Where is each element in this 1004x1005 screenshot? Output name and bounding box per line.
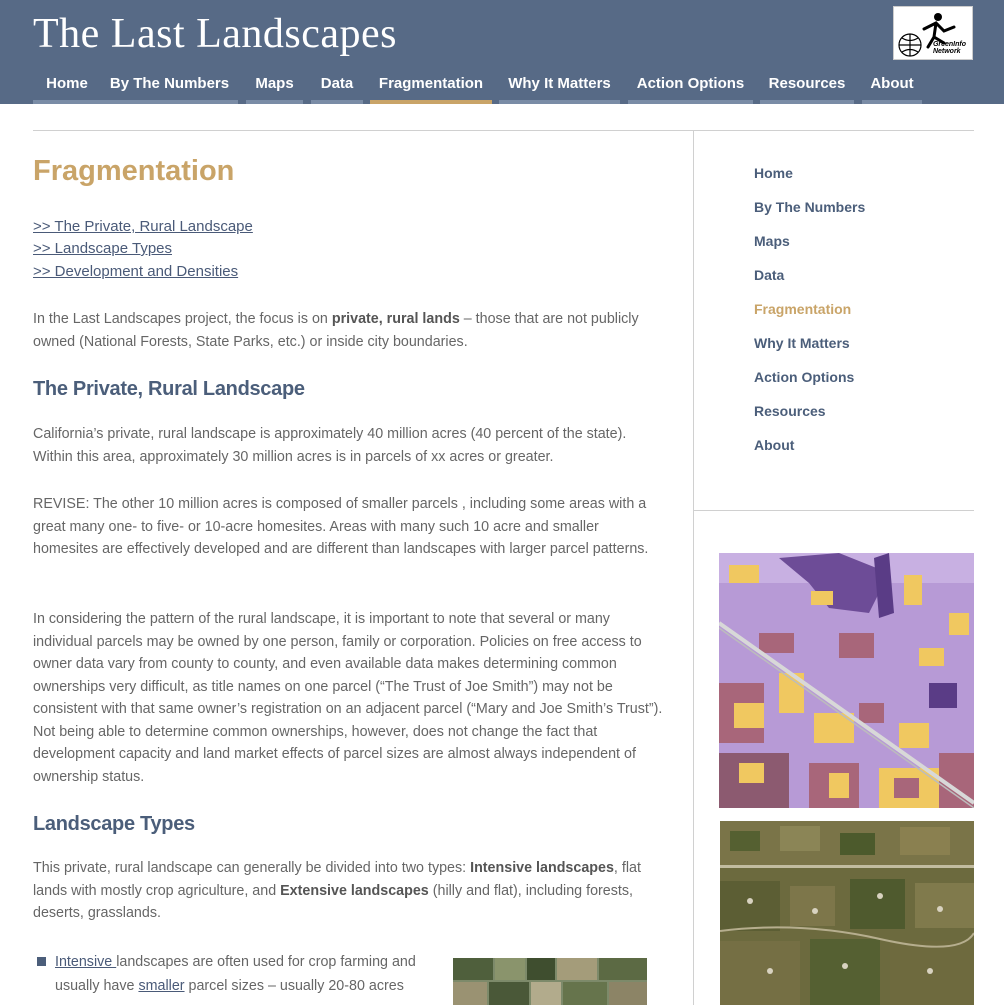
- nav-action-options[interactable]: Action Options: [628, 68, 753, 104]
- sidebar-divider: [693, 130, 694, 1005]
- aerial-photo-image[interactable]: [720, 821, 974, 1005]
- logo-text: GreenInfo Network: [932, 41, 966, 55]
- sidebar-item-about[interactable]: About: [754, 437, 795, 453]
- sidebar-item-fragmentation[interactable]: Fragmentation: [754, 301, 852, 317]
- greeninfo-logo[interactable]: [893, 6, 973, 60]
- sidebar-item-action-options[interactable]: Action Options: [754, 369, 855, 385]
- paragraph: California’s private, rural landscape is approximately 40 million acres (40 percent of the state). Within this area, approximately 30 million acres is in parcels of xx acres or greater.: [33, 426, 627, 465]
- nav-home[interactable]: Home: [33, 68, 101, 104]
- nav-data[interactable]: Data: [311, 68, 363, 104]
- nav-resources[interactable]: Resources: [760, 68, 854, 104]
- toc-link-private-rural[interactable]: >> The Private, Rural Landscape: [33, 218, 253, 235]
- site-header: [0, 0, 1004, 104]
- nav-about[interactable]: About: [862, 68, 922, 104]
- page-title: Fragmentation: [33, 155, 235, 187]
- toc-link-development[interactable]: >> Development and Densities: [33, 263, 239, 280]
- farmland-aerial-image[interactable]: [453, 958, 647, 1005]
- paragraph: This private, rural landscape can generally be divided into two types: Intensive landscapes, flat lands with mostly crop agriculture, and Extensive landscapes (hilly and flat), including forests, deserts, grasslands.: [33, 860, 641, 921]
- sidebar-item-by-the-numbers[interactable]: By The Numbers: [754, 199, 866, 215]
- sidebar-item-data[interactable]: Data: [754, 267, 785, 283]
- paragraph: REVISE: The other 10 million acres is composed of smaller parcels , including some areas with a great many one- to five- or 10-acre homesites. Areas with many such 10 acre and smaller homesites are effectively developed and are different than landscapes with larger parcel patterns.: [33, 496, 649, 557]
- parcel-map-image[interactable]: [719, 553, 974, 808]
- sidebar-item-home[interactable]: Home: [754, 165, 793, 181]
- nav-why-it-matters[interactable]: Why It Matters: [499, 68, 620, 104]
- nav-fragmentation[interactable]: Fragmentation: [370, 68, 492, 104]
- site-title[interactable]: The Last Landscapes: [33, 11, 398, 57]
- sidebar-item-resources[interactable]: Resources: [754, 403, 826, 419]
- toc-link-landscape-types[interactable]: >> Landscape Types: [33, 240, 172, 257]
- nav-maps[interactable]: Maps: [246, 68, 303, 104]
- paragraph: In considering the pattern of the rural landscape, it is important to note that several or many individual parcels may be owned by one person, family or corporation. Policies on free access to owner data vary from county to county, and even available data makes determining common ownerships very difficult, as title names on one parcel (“The Trust of Joe Smith”) may not be consistent with that same owner’s registration on an adjacent parcel (“Mary and Joe Smith’s Trust”). Not being able to determine common ownerships, however, does not change the fact that development capacity and land market effects of parcel sizes are almost always independent of ownership status.: [33, 611, 663, 785]
- divider: [33, 130, 974, 131]
- section-heading-landscape-types: Landscape Types: [33, 813, 195, 835]
- sidebar-item-maps[interactable]: Maps: [754, 233, 790, 249]
- intro-paragraph: In the Last Landscapes project, the focus is on private, rural lands – those that are not publicly owned (National Forests, State Parks, etc.) or inside city boundaries.: [33, 311, 639, 350]
- nav-by-the-numbers[interactable]: By The Numbers: [101, 68, 238, 104]
- list-item: Intensive landscapes are often used for crop farming and usually have smaller parcel sizes – usually 20-80 acres: [55, 954, 416, 994]
- sidebar-divider-horizontal: [693, 510, 974, 511]
- bullet-marker: [37, 957, 46, 966]
- sidebar-item-why-it-matters[interactable]: Why It Matters: [754, 335, 850, 351]
- section-heading-private-rural: The Private, Rural Landscape: [33, 378, 305, 400]
